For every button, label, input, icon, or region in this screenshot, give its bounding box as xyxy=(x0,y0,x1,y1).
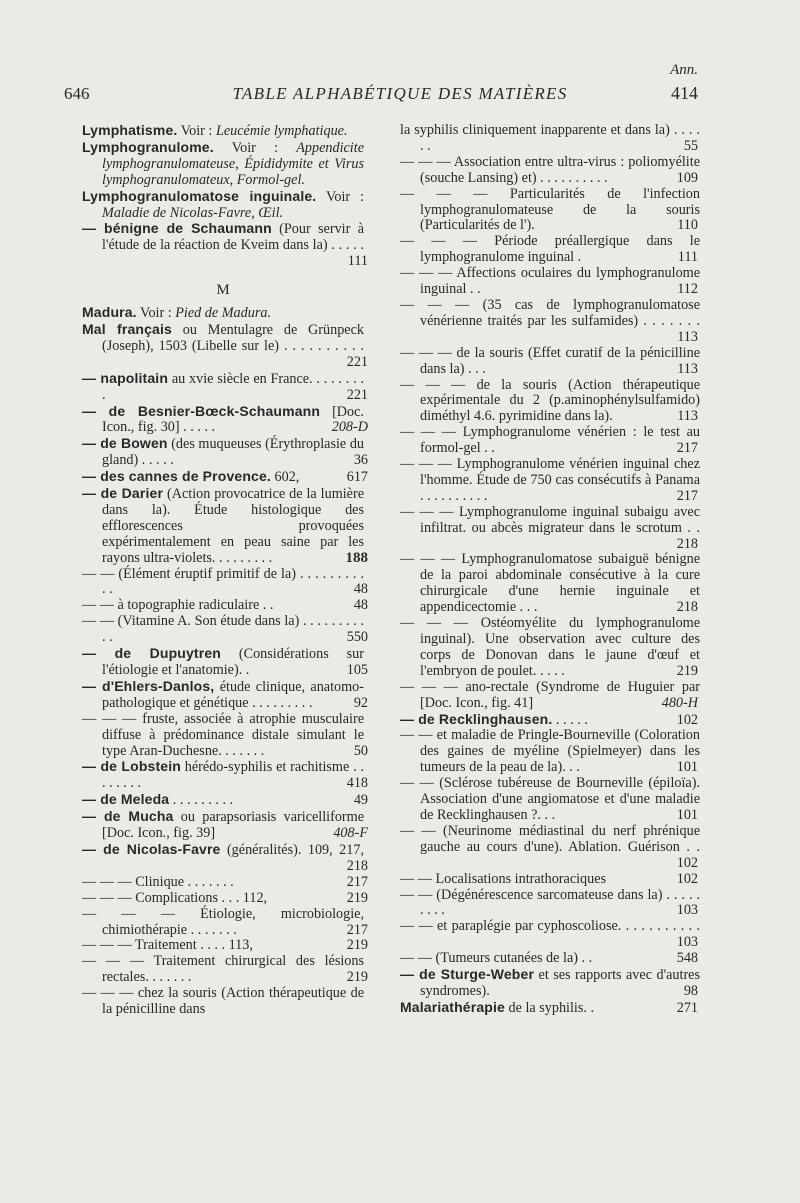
entry-page-number: 103 xyxy=(676,934,698,951)
index-entry xyxy=(82,791,368,809)
entry-page-number: 49 xyxy=(353,792,368,809)
entry-text: au xvie siècle en France. . . . . . . . . xyxy=(102,370,364,403)
entry-page-number: 101 xyxy=(676,806,698,823)
entry-heading: — de Recklinghausen. xyxy=(400,710,553,727)
entry-page-number: 617 xyxy=(346,469,368,486)
entry-page-number: 113 xyxy=(677,360,698,377)
index-entry xyxy=(400,951,700,967)
entry-page-number: 217 xyxy=(346,921,368,938)
index-entry xyxy=(400,457,700,505)
index-entry xyxy=(400,728,700,776)
entry-page-number: 221 xyxy=(346,386,368,403)
entry-heading: — de Sturge-Weber xyxy=(400,966,535,983)
entry-text: — — — Période préallergique dans le lymphogranulome inguinal . xyxy=(400,233,700,266)
entry-page-number: 217 xyxy=(346,873,368,890)
entry-page-number: 110 xyxy=(677,217,698,234)
entry-page-number: 113 xyxy=(677,408,698,425)
index-entry xyxy=(82,123,364,140)
entry-page-number: 219 xyxy=(346,889,368,906)
index-entry xyxy=(400,872,700,888)
entry-text: — — à topographie radiculaire . . xyxy=(82,597,274,614)
index-entry xyxy=(400,824,700,872)
index-entry xyxy=(400,616,700,680)
entry-page-number: 480-H xyxy=(661,694,698,711)
entry-text: (des muqueuses (Érythroplasie du gland) . . . . . xyxy=(102,436,365,469)
entry-text: — — (Vitamine A. Son étude dans la) . . . . . . . . . . . xyxy=(82,613,364,646)
entry-heading: — bénigne de Schaumann xyxy=(82,220,272,237)
entry-page-number: 219 xyxy=(346,969,368,986)
entry-page-number: 36 xyxy=(353,452,368,469)
entry-text: — — — Étiologie, microbiologie, chimiothérapie . . . . . . . xyxy=(82,905,364,938)
index-entry xyxy=(82,710,368,760)
index-entry xyxy=(82,645,368,679)
entry-text: — — — chez la souris (Action thérapeutique de la pénicilline dans xyxy=(82,985,364,1018)
entry-page-number: 550 xyxy=(346,629,368,646)
index-entry xyxy=(82,937,368,954)
entry-text: — — — de la souris (Action thérapeutique expérimentale du 2 (p.aminophénylsulfamido) diméthyl 4.6. pyrimidine dans la). xyxy=(400,376,700,425)
entry-page-number: 50 xyxy=(353,742,368,759)
entry-heading: Malariathérapie xyxy=(400,998,505,1015)
index-entry xyxy=(400,680,700,712)
entry-page-number: 98 xyxy=(683,982,698,999)
entry-text: — — — ano-rectale (Syndrome de Huguier par [Doc. Icon., fig. 41] xyxy=(400,678,700,711)
index-entry xyxy=(82,677,368,712)
entry-page-number: 548 xyxy=(676,950,698,967)
index-entry xyxy=(82,758,368,792)
entry-text: — — — Affections oculaires du lymphogranulome inguinal . . xyxy=(400,265,700,298)
entry-page-number: 105 xyxy=(346,662,368,678)
annotation-ann: Ann. xyxy=(670,62,698,78)
index-entry xyxy=(82,613,368,646)
entry-page-number: 109 xyxy=(676,169,698,186)
entry-text: — — (Élément éruptif primitif de la) . . . . . . . . . . . xyxy=(82,565,364,598)
entry-text: — — — Particularités de l'infection lymphogranulomateuse de la souris (Particularités de l'). xyxy=(400,185,700,234)
page-number: 646 xyxy=(64,84,90,103)
index-entry xyxy=(82,953,368,986)
index-entry xyxy=(82,986,364,1018)
entry-reference: Pied de Madura. xyxy=(175,305,271,322)
entry-page-number: 219 xyxy=(676,662,698,679)
entry-text: — — — Lymphogranulome vénérien : le test au formol-gel . . xyxy=(400,424,700,457)
entry-page-number: 208-D xyxy=(331,419,368,436)
entry-page-number: 112 xyxy=(677,281,698,298)
index-entry xyxy=(82,565,368,599)
entry-text: (Considérations sur l'étiologie et l'anatomie). . xyxy=(102,646,364,678)
entry-text: — — — Association entre ultra-virus : poliomyélite (souche Lansing) et) . . . . . . . . . . xyxy=(400,153,700,186)
index-entry xyxy=(400,346,700,378)
index-entry xyxy=(400,378,700,426)
entry-page-number: 113 xyxy=(677,328,698,345)
index-entry xyxy=(82,369,368,404)
entry-reference: Maladie de Nicolas-Favre, Œil. xyxy=(102,204,284,221)
entry-reference: Appendicite lymphogranulomateuse, Épididymite et Virus lymphogranulomateux, Formol-gel. xyxy=(102,139,364,188)
entry-page-number: 111 xyxy=(677,249,698,266)
entry-text: — — — (35 cas de lymphogranulomatose vénérienne traités par les sulfamides) . . . . . . . xyxy=(400,296,700,329)
index-entry xyxy=(400,187,700,235)
entry-text: étude clinique, anatomo-pathologique et génétique . . . . . . . . . xyxy=(102,678,364,711)
entry-text: — — (Sclérose tubéreuse de Bourneville (épiloïa). Association d'une angiomatose et d'une maladie de Recklinghausen ?. . . xyxy=(400,775,700,823)
entry-page-number: 218 xyxy=(676,535,698,552)
index-entry xyxy=(400,155,700,187)
index-entry xyxy=(82,597,368,614)
section-letter: M xyxy=(216,282,230,299)
entry-page-number: 408-F xyxy=(333,825,368,842)
entry-page-number: 221 xyxy=(346,353,368,370)
entry-text: — — et maladie de Pringle-Bourneville (Coloration des gaines de myéline (Spielmeyer) dans les tumeurs de la peau de la). . . xyxy=(400,727,700,776)
entry-heading: Lymphogranulome. xyxy=(82,138,214,155)
entry-text: — — — Lymphogranulome inguinal subaigu avec infiltrat. ou abcès migrateur dans le scrotum . . xyxy=(400,503,700,536)
entry-text: . . . . . xyxy=(552,711,588,728)
entry-text: Voir : xyxy=(177,123,216,139)
index-entry xyxy=(400,505,700,553)
index-entry xyxy=(82,189,364,222)
index-entry xyxy=(400,552,700,616)
index-entry xyxy=(400,425,700,457)
index-entry xyxy=(400,967,700,1000)
entry-heading: Mal français xyxy=(82,320,172,337)
index-entry xyxy=(400,776,700,824)
index-entry xyxy=(400,919,700,951)
entry-text: — — Localisations intrathoraciques xyxy=(400,870,607,887)
running-title: TABLE ALPHABÉTIQUE DES MATIÈRES xyxy=(232,84,568,103)
index-entry xyxy=(82,840,368,875)
entry-heading: — de Meleda xyxy=(82,791,170,808)
entry-text: — — — Traitement chirurgical des lésions rectales. . . . . . . xyxy=(82,953,364,986)
entry-text: (Pour servir à l'étude de la réaction de Kveim dans la) . . . . . xyxy=(102,221,364,254)
entry-page-number: 111 xyxy=(347,253,368,270)
entry-page-number: 102 xyxy=(676,711,698,728)
entry-text: . . . . . . . . . xyxy=(169,792,234,809)
index-entry xyxy=(82,485,368,567)
index-entry xyxy=(82,905,368,939)
index-entry xyxy=(82,889,368,907)
entry-heading: — de Besnier-Bœck-Schaumann xyxy=(82,402,321,419)
entry-text: et ses rapports avec d'autres syndromes). xyxy=(420,967,700,999)
entry-text: 602, xyxy=(270,469,300,486)
entry-heading: — de Nicolas-Favre xyxy=(82,840,221,857)
entry-text: — — — Complications . . . 112, xyxy=(82,889,268,906)
entry-text: de la syphilis. . xyxy=(504,999,595,1016)
entry-text: Voir : xyxy=(136,305,176,322)
entry-heading: Lymphatisme. xyxy=(82,122,178,138)
volume-number: 414 xyxy=(671,83,698,103)
entry-heading: — d'Ehlers-Danlos, xyxy=(82,677,215,694)
entry-page-number: 219 xyxy=(346,937,368,954)
index-entry xyxy=(400,123,700,155)
index-column-right xyxy=(400,123,700,1017)
entry-page-number: 217 xyxy=(676,440,698,457)
entry-page-number: 271 xyxy=(676,999,698,1016)
index-entry xyxy=(82,468,368,486)
index-entry xyxy=(400,298,700,346)
entry-text: — — — fruste, associée à atrophie musculaire diffuse à prédominance distale simulant le type Aran-Duchesne. . . . . . . xyxy=(82,710,364,759)
entry-page-number: 418 xyxy=(346,775,368,792)
entry-heading: — de Lobstein xyxy=(82,758,181,775)
entry-heading: Madura. xyxy=(82,304,137,321)
entry-text: — — et paraplégie par cyphoscoliose. . . . . . . . . . . xyxy=(400,918,700,935)
entry-text: — — — de la souris (Effet curatif de la pénicilline dans la) . . . xyxy=(400,344,700,377)
entry-page-number: 188 xyxy=(345,549,368,566)
entry-text: — — — Ostéomyélite du lymphogranulome inguinal). Une observation avec culture des corps de Donovan dans le jaune d'œuf et l'embryon de poulet. . . . . xyxy=(400,615,700,679)
index-entry xyxy=(82,305,364,322)
entry-text: la syphilis cliniquement inapparente et dans la) . . . . . . xyxy=(400,122,700,154)
index-entry xyxy=(400,888,700,920)
entry-heading: — napolitain xyxy=(82,369,169,386)
entry-text: hérédo-syphilis et rachitisme . . . . . . . . xyxy=(102,759,364,792)
index-entry xyxy=(82,220,368,270)
entry-heading: Lymphogranulomatose inguinale. xyxy=(82,187,317,204)
index-entry xyxy=(400,266,700,298)
entry-text: — — (Neurinome médiastinal du nerf phrénique gauche au cours d'une). Ablation. Guérison . . xyxy=(400,822,700,855)
entry-text: [Doc. Icon., fig. 30] . . . . . xyxy=(102,403,364,436)
entry-heading: — de Bowen xyxy=(82,435,168,452)
entry-text: — — (Tumeurs cutanées de la) . . xyxy=(400,950,593,967)
entry-reference: Leucémie lymphatique. xyxy=(215,123,348,139)
index-entry xyxy=(82,435,368,469)
entry-heading: — de Dupuytren xyxy=(82,645,221,662)
entry-page-number: 103 xyxy=(676,902,698,919)
entry-text: ou parapsoriasis varicelliforme [Doc. Icon., fig. 39] xyxy=(102,809,364,842)
page-header xyxy=(0,0,800,110)
entry-heading: — de Darier xyxy=(82,485,164,502)
entry-page-number: 48 xyxy=(353,581,368,598)
entry-text: — — (Dégénérescence sarcomateuse dans la) . . . . . . . . . xyxy=(400,886,700,919)
entry-page-number: 217 xyxy=(676,487,698,504)
index-entry xyxy=(82,320,368,371)
index-entry xyxy=(82,140,364,189)
index-entry xyxy=(400,1000,700,1017)
entry-text: — — — Lymphogranulome vénérien inguinal chez l'homme. Étude de 750 cas consécutifs à Panama . . . . . . . . . . xyxy=(400,456,700,504)
index-entry xyxy=(82,873,368,891)
entry-page-number: 218 xyxy=(676,599,698,616)
entry-page-number: 92 xyxy=(353,694,368,711)
index-entry xyxy=(82,402,368,437)
entry-text: — — — Lymphogranulomatose subaiguë bénigne de la paroi abdominale consécutive à la cure chirurgicale d'une hernie inguinale et appendicectomie . . . xyxy=(400,551,700,616)
entry-page-number: 218 xyxy=(346,857,368,874)
index-entry xyxy=(400,234,700,266)
entry-text: — — — Clinique . . . . . . . xyxy=(82,873,234,890)
entry-text: (Action provocatrice de la lumière dans la). Étude histologique des efflorescences provoquées expérimentalement en peau saine par les rayons ultra-violets. . . . . . . . . xyxy=(102,486,364,566)
entry-page-number: 48 xyxy=(353,597,368,614)
entry-page-number: 102 xyxy=(676,854,698,871)
entry-text: Voir : xyxy=(316,188,364,205)
entry-text: ou Mentulagre de Grünpeck (Joseph), 1503 (Libelle sur le) . . . . . . . . . . xyxy=(102,321,364,354)
entry-page-number: 101 xyxy=(676,759,698,776)
index-entry xyxy=(400,712,700,729)
index-column-left xyxy=(82,122,368,1018)
entry-heading: — de Mucha xyxy=(82,808,174,825)
entry-text: (généralités). 109, 217, xyxy=(220,841,364,858)
entry-page-number: 55 xyxy=(683,137,698,154)
index-entry xyxy=(82,808,368,842)
entry-heading: — des cannes de Provence. xyxy=(82,468,271,485)
entry-text: Voir : xyxy=(213,139,297,156)
entry-page-number: 102 xyxy=(676,870,698,887)
entry-text: — — — Traitement . . . . 113, xyxy=(82,937,253,954)
